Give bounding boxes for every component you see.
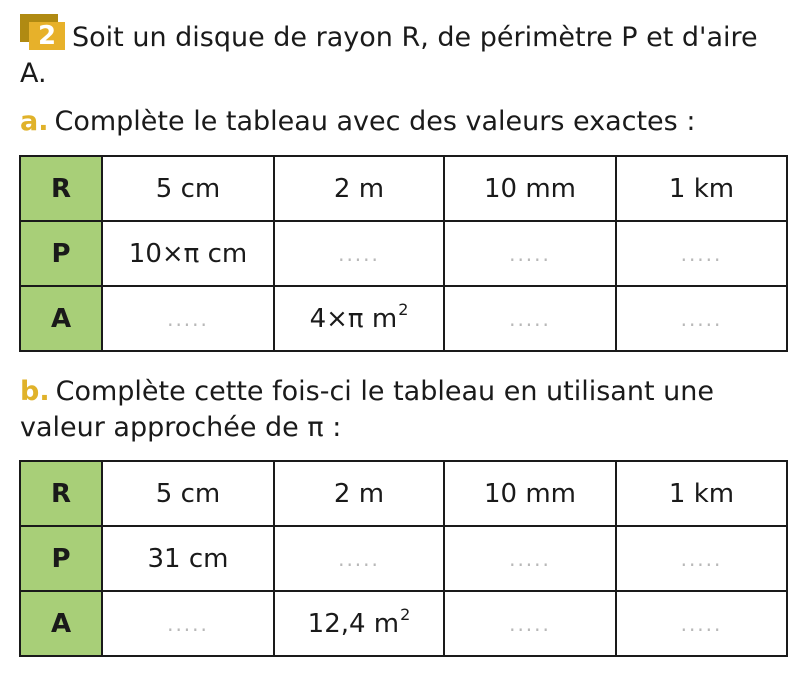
- row-header-r: R: [20, 461, 102, 526]
- cell-radius: 10 mm: [444, 156, 616, 221]
- row-header-r: R: [20, 156, 102, 221]
- table-row-radius: [20, 461, 787, 526]
- cell-radius: 1 km: [616, 156, 787, 221]
- area-exponent: 2: [398, 299, 409, 319]
- cell-area-blank[interactable]: .....: [102, 591, 274, 656]
- table-row-area: [20, 286, 787, 351]
- row-header-a: A: [20, 286, 102, 351]
- cell-area-blank[interactable]: .....: [102, 286, 274, 351]
- cell-radius: 2 m: [274, 156, 444, 221]
- cell-area-blank[interactable]: .....: [444, 591, 616, 656]
- cell-radius: 2 m: [274, 461, 444, 526]
- cell-radius: 5 cm: [102, 156, 274, 221]
- cell-perimeter-blank[interactable]: .....: [444, 526, 616, 591]
- cell-perimeter: 10×π cm: [102, 221, 274, 286]
- row-header-a: A: [20, 591, 102, 656]
- cell-radius: 10 mm: [444, 461, 616, 526]
- exercise-number: 2: [29, 22, 65, 50]
- question-a-text: Complète le tableau avec des valeurs exactes :: [54, 106, 696, 137]
- table-approx-values: [19, 460, 788, 657]
- table-row-perimeter: [20, 526, 787, 591]
- table-row-perimeter: [20, 221, 787, 286]
- question-a-letter: a.: [20, 106, 49, 137]
- exercise-intro-text: Soit un disque de rayon R, de périmètre P et d'aire A.: [20, 22, 758, 89]
- cell-area-blank[interactable]: .....: [616, 286, 787, 351]
- cell-radius: 5 cm: [102, 461, 274, 526]
- exercise-statement: [20, 14, 790, 92]
- row-header-p: P: [20, 221, 102, 286]
- table-exact-values: [19, 155, 788, 352]
- question-b: [20, 374, 795, 446]
- question-b-text: Complète cette fois-ci le tableau en utilisant une valeur approchée de π :: [20, 376, 714, 443]
- cell-area-blank[interactable]: .....: [616, 591, 787, 656]
- cell-perimeter: 31 cm: [102, 526, 274, 591]
- cell-perimeter-blank[interactable]: .....: [616, 526, 787, 591]
- table-row-area: [20, 591, 787, 656]
- question-b-letter: b.: [20, 376, 50, 407]
- cell-perimeter-blank[interactable]: .....: [274, 221, 444, 286]
- cell-area: [274, 591, 444, 656]
- cell-perimeter-blank[interactable]: .....: [274, 526, 444, 591]
- cell-area-value: 12,4 m: [307, 608, 400, 639]
- cell-radius: 1 km: [616, 461, 787, 526]
- cell-perimeter-blank[interactable]: .....: [616, 221, 787, 286]
- cell-perimeter-blank[interactable]: .....: [444, 221, 616, 286]
- cell-area-value: 4×π m: [309, 303, 398, 334]
- table-row-radius: [20, 156, 787, 221]
- cell-area-blank[interactable]: .....: [444, 286, 616, 351]
- area-exponent: 2: [400, 604, 411, 624]
- row-header-p: P: [20, 526, 102, 591]
- exercise-number-badge: [20, 14, 66, 52]
- cell-area: [274, 286, 444, 351]
- question-a: [20, 104, 795, 140]
